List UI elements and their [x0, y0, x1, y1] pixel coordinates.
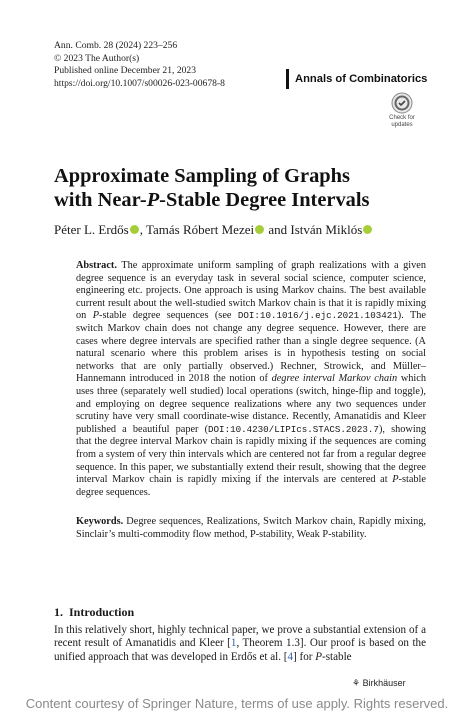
doi-link[interactable]: https://doi.org/10.1007/s00026-023-00678-8: [54, 77, 225, 89]
author-mezei: Tamás Róbert Mezei: [146, 222, 255, 237]
author-miklos: István Miklós: [290, 222, 363, 237]
title-line-2: with Near-P-Stable Degree Intervals: [54, 189, 370, 211]
publisher-logo: ⚘ Birkhäuser: [352, 678, 406, 688]
introduction-text: In this relatively short, highly technical paper, we prove a substantial extension of a recent result of Amanatidis and Kleer [1, Theorem 1.3]. Our proof is based on the unified approach that was developed in Erdős et al. [4] for P-stable: [54, 624, 426, 663]
section-heading-introduction: 1. Introduction: [54, 605, 135, 619]
paper-title: [54, 164, 434, 212]
check-badge-line1: Check for: [389, 115, 415, 121]
orcid-icon[interactable]: [363, 225, 372, 234]
title-line-1: Approximate Sampling of Graphs: [54, 165, 350, 187]
author-list: Péter L. Erdős , Tamás Róbert Mezei and István Miklós: [54, 222, 434, 238]
orcid-icon[interactable]: [255, 225, 264, 234]
courtesy-notice: Content courtesy of Springer Nature, terms of use apply. Rights reserved.: [25, 696, 449, 711]
citation: Ann. Comb. 28 (2024) 223–256: [54, 40, 178, 51]
published-date: Published online December 21, 2023: [54, 65, 197, 77]
keywords: Keywords. Degree sequences, Realizations, Switch Markov chain, Rapidly mixing, Sinclair’s multi-commodity flow method, P-stability, Weak P-stability.: [76, 516, 426, 540]
citation-link-1[interactable]: 1: [230, 637, 237, 650]
article-metadata: [54, 40, 225, 90]
journal-name: Annals of Combinatorics: [286, 69, 433, 89]
check-for-updates-badge[interactable]: [384, 92, 420, 128]
citation-link-4[interactable]: 4: [287, 650, 294, 663]
check-for-updates-icon: [391, 92, 413, 114]
copyright: © 2023 The Author(s): [54, 52, 140, 64]
abstract: Abstract. The approximate uniform sampling of graph realizations with a given degree sequence is an everyday task in several social science, computer science, engineering etc. projects. One approach is using Markov chains. The best available current result about the well-studied switch Markov chain is that it is rapidly mixing on P-stable degree sequences (see DOI:10.1016/j.ejc.2021.103421). The switch Markov chain does not change any degree sequence. However, there are cases where degree intervals are specified rather than a single degree sequence. (A natural scenario where this problem arises is in hypothesis testing on social networks that are only partially observed.) Rechner, Strowick, and Müller–Hannemann introduced in 2018 the notion of degree interval Markov chain which uses three (separately well studied) local operations (switch, hinge-flip and toggle), and employing on degree sequence realizations where any two sequences under scrutiny have very small coordinate-wise distance. Recently, Amanatidis and Kleer published a beautiful paper (DOI:10.4230/LIPIcs.STACS.2023.7), showing that the degree interval Markov chain is rapidly mixing if the sequences are coming from a system of very thin intervals which are centered not far from a regular degree sequence. In this paper, we substantially extend their result, showing that the degree interval Markov chain is rapidly mixing if the intervals are centered at P-stable degree sequences.: [76, 260, 427, 498]
birkhauser-icon: ⚘: [352, 678, 361, 688]
keywords-label: Keywords.: [76, 516, 124, 527]
author-erdos: Péter L. Erdős: [54, 222, 129, 237]
orcid-icon[interactable]: [130, 225, 139, 234]
doi-reference-2[interactable]: DOI:10.4230/LIPIcs.STACS.2023.7: [208, 423, 379, 435]
doi-reference-1[interactable]: DOI:10.1016/j.ejc.2021.103421: [237, 310, 398, 322]
check-badge-line2: updates: [391, 121, 413, 128]
abstract-label: Abstract.: [76, 260, 117, 271]
